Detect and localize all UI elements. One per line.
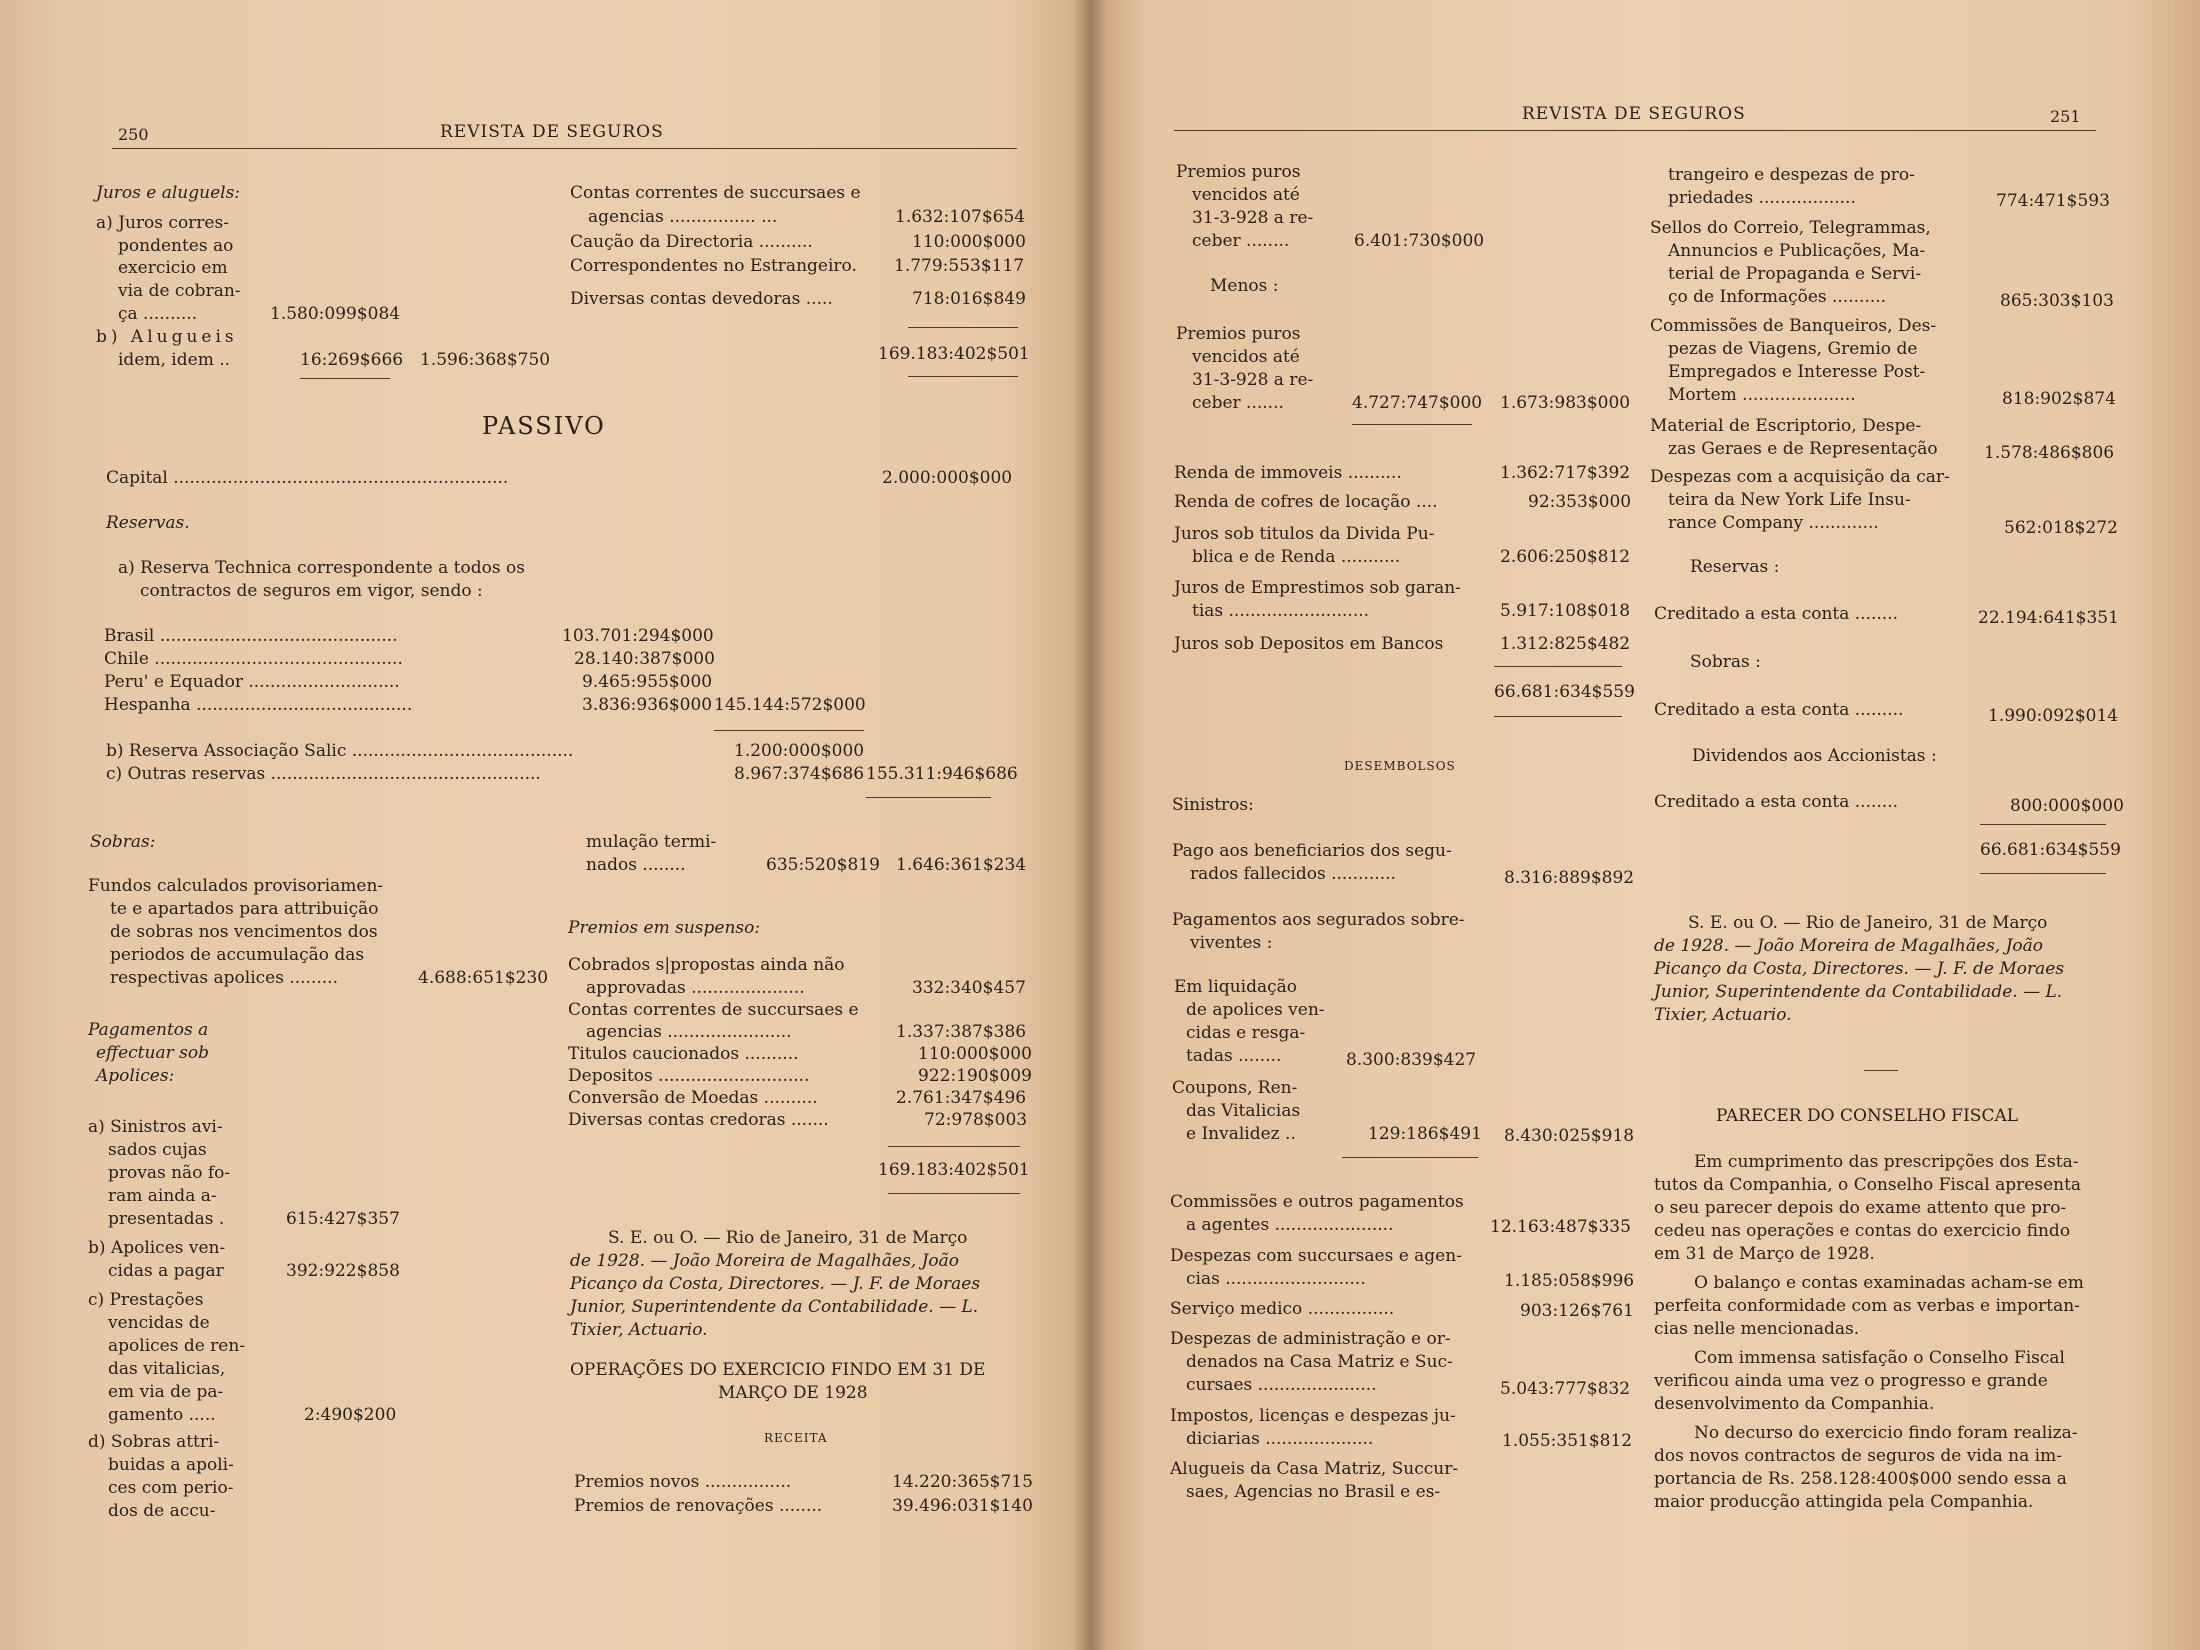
text-line: Correspondentes no Estrangeiro. — [570, 256, 857, 276]
amount: 9.465:955$000 — [582, 672, 713, 692]
text-line: Renda de cofres de locação .... — [1174, 492, 1438, 512]
text-line: Creditado a esta conta ........ — [1654, 792, 1899, 812]
header-rule — [1174, 130, 2096, 131]
section-title: Pagamentos a — [88, 1020, 209, 1040]
text-line: Commissões de Banqueiros, Des- — [1650, 316, 1937, 336]
text-line: de apolices ven- — [1186, 1000, 1325, 1020]
text-line: c) Outras reservas .................................................. — [106, 764, 541, 784]
text-line: gamento ..... — [108, 1405, 216, 1425]
left-page — [0, 0, 1090, 1650]
amount: 110:000$000 — [912, 232, 1026, 252]
amount: 1.596:368$750 — [420, 350, 551, 370]
rule — [1494, 716, 1622, 717]
section-heading: MARÇO DE 1928 — [718, 1383, 868, 1403]
amount: 774:471$593 — [1996, 191, 2110, 211]
text-line: saes, Agencias no Brasil e es- — [1186, 1482, 1441, 1502]
text-line: idem, idem .. — [118, 350, 231, 370]
text-line: respectivas apolices ......... — [110, 968, 338, 988]
text-line: das Vitalicias — [1186, 1101, 1301, 1121]
amount: 1.779:553$117 — [894, 256, 1025, 276]
signature-line: Picanço da Costa, Directores. — J. F. de Moraes — [1654, 959, 2065, 979]
amount: 800:000$000 — [2010, 796, 2124, 816]
paragraph-line: tutos da Companhia, o Conselho Fiscal apresenta — [1654, 1175, 2082, 1195]
text-line: terial de Propaganda e Servi- — [1668, 264, 1922, 284]
total-amount: 169.183:402$501 — [878, 344, 1030, 364]
amount: 12.163:487$335 — [1490, 1217, 1631, 1237]
subheading: RECEITA — [764, 1431, 828, 1445]
rule — [888, 1193, 1020, 1194]
paragraph-line: perfeita conformidade com as verbas e importan- — [1654, 1296, 2080, 1316]
amount: 1.632:107$654 — [895, 207, 1026, 227]
amount: 22.194:641$351 — [1978, 608, 2119, 628]
text-line: blica e de Renda ........... — [1192, 547, 1401, 567]
text-line: Despezas com succursaes e agen- — [1170, 1246, 1462, 1266]
amount: 5.043:777$832 — [1500, 1379, 1631, 1399]
rule — [1980, 873, 2106, 874]
total-amount: 66.681:634$559 — [1980, 840, 2121, 860]
text-line: b) Alugueis — [96, 327, 238, 347]
text-line: Alugueis da Casa Matriz, Succur- — [1170, 1459, 1459, 1479]
text-line: te e apartados para attribuição — [110, 899, 379, 919]
text-line: Coupons, Ren- — [1172, 1078, 1298, 1098]
section-title: Juros e aluguels: — [96, 183, 241, 203]
amount: 6.401:730$000 — [1354, 231, 1485, 251]
running-header: REVISTA DE SEGUROS — [440, 122, 664, 142]
text-line: tias .......................... — [1192, 601, 1370, 621]
text-line: Diversas contas devedoras ..... — [570, 289, 833, 309]
text-line: denados na Casa Matriz e Suc- — [1186, 1352, 1453, 1372]
amount: 2.000:000$000 — [882, 468, 1013, 488]
text-line: Hespanha ........................................ — [104, 695, 413, 715]
text-line: Juros de Emprestimos sob garan- — [1174, 578, 1461, 598]
text-line: Mortem ..................... — [1668, 385, 1856, 405]
text-line: rance Company ............. — [1668, 513, 1879, 533]
section-title: Apolices: — [96, 1066, 175, 1086]
signature-line: de 1928. — João Moreira de Magalhães, João — [1654, 936, 2044, 956]
text-line: buidas a apoli- — [108, 1455, 234, 1475]
text-line: Premios novos ................ — [574, 1472, 792, 1492]
section-title: Premios em suspenso: — [568, 918, 761, 938]
rule — [888, 1146, 1020, 1147]
text-line: Annuncios e Publicações, Ma- — [1668, 241, 1926, 261]
paragraph-line: No decurso do exercicio findo foram realiza- — [1694, 1423, 2078, 1443]
amount: 39.496:031$140 — [892, 1496, 1033, 1516]
text-line: Brasil ............................................ — [104, 626, 398, 646]
signature-line: S. E. ou O. — Rio de Janeiro, 31 de Março — [608, 1228, 968, 1248]
amount: 1.580:099$084 — [270, 304, 401, 324]
text-line: em via de pa- — [108, 1382, 224, 1402]
text-line: approvadas ..................... — [586, 978, 805, 998]
section-title: Sinistros: — [1172, 795, 1254, 815]
header-rule — [112, 148, 1017, 149]
rule — [714, 730, 864, 731]
text-line: Premios puros — [1176, 324, 1301, 344]
text-line: Em liquidação — [1174, 977, 1297, 997]
total-amount: 66.681:634$559 — [1494, 682, 1635, 702]
page-number: 250 — [118, 125, 149, 144]
text-line: a) Sinistros avi- — [88, 1117, 223, 1137]
paragraph-line: maior producção attingida pela Companhia. — [1654, 1492, 2034, 1512]
text-line: Menos : — [1210, 276, 1279, 296]
text-line: agencias ....................... — [586, 1022, 792, 1042]
text-line: Renda de immoveis .......... — [1174, 463, 1402, 483]
amount: 1.578:486$806 — [1984, 443, 2115, 463]
text-line: cidas a pagar — [108, 1261, 224, 1281]
page-number: 251 — [2050, 107, 2081, 126]
text-line: Chile .............................................. — [104, 649, 403, 669]
rule — [908, 376, 1018, 377]
signature-line: S. E. ou O. — Rio de Janeiro, 31 de Março — [1688, 913, 2048, 933]
running-header: REVISTA DE SEGUROS — [1522, 104, 1746, 124]
text-line: sados cujas — [108, 1140, 207, 1160]
section-title: Sobras: — [90, 832, 156, 852]
paragraph-line: portancia de Rs. 258.128:400$000 sendo essa a — [1654, 1469, 2067, 1489]
rule — [300, 378, 390, 379]
section-heading: PARECER DO CONSELHO FISCAL — [1716, 1106, 2019, 1126]
amount: 8.967:374$686 — [734, 764, 865, 784]
book-gutter — [1072, 0, 1108, 1650]
text-line: Caução da Directoria .......... — [570, 232, 813, 252]
paragraph-line: cias nelle mencionadas. — [1654, 1319, 1860, 1339]
text-line: pondentes ao — [118, 236, 234, 256]
signature-line: de 1928. — João Moreira de Magalhães, João — [570, 1251, 960, 1271]
amount: 903:126$761 — [1520, 1301, 1634, 1321]
text-line: 31-3-928 a re- — [1192, 370, 1314, 390]
text-line: Serviço medico ................ — [1170, 1299, 1395, 1319]
amount: 1.337:387$386 — [896, 1022, 1027, 1042]
text-line: Cobrados s|propostas ainda não — [568, 955, 845, 975]
text-line: via de cobran- — [118, 281, 241, 301]
text-line: b) Apolices ven- — [88, 1238, 226, 1258]
text-line: Juros sob titulos da Divida Pu- — [1174, 524, 1435, 544]
text-line: Creditado a esta conta ........ — [1654, 604, 1899, 624]
text-line: ces com perio- — [108, 1478, 234, 1498]
text-line: vencidos até — [1192, 185, 1300, 205]
amount: 8.316:889$892 — [1504, 868, 1635, 888]
paragraph-line: cedeu nas operações e contas do exercicio findo — [1654, 1221, 2071, 1241]
rule — [1494, 666, 1622, 667]
text-line: Despezas com a acquisição da car- — [1650, 467, 1950, 487]
amount: 155.311:946$686 — [866, 764, 1018, 784]
text-line: tadas ........ — [1186, 1046, 1282, 1066]
amount: 562:018$272 — [2004, 518, 2118, 538]
amount: 3.836:936$000 — [582, 695, 713, 715]
amount: 332:340$457 — [912, 978, 1026, 998]
section-title: Reservas. — [106, 513, 190, 533]
paragraph-line: verificou ainda uma vez o progresso e grande — [1654, 1371, 2048, 1391]
text-line: rados fallecidos ............ — [1190, 864, 1396, 884]
text-line: ram ainda a- — [108, 1186, 217, 1206]
text-line: Premios puros — [1176, 162, 1301, 182]
text-line: Commissões e outros pagamentos — [1170, 1192, 1464, 1212]
paragraph-line: em 31 de Março de 1928. — [1654, 1244, 1875, 1264]
text-line: Titulos caucionados .......... — [568, 1044, 799, 1064]
rule — [1352, 424, 1472, 425]
amount: 1.362:717$392 — [1500, 463, 1631, 483]
total-amount: 169.183:402$501 — [878, 1160, 1030, 1180]
amount: 4.688:651$230 — [418, 968, 549, 988]
signature-line: Picanço da Costa, Directores. — J. F. de Moraes — [570, 1274, 981, 1294]
paragraph-line: desenvolvimento da Companhia. — [1654, 1394, 1935, 1414]
text-line: zas Geraes e de Representação — [1668, 439, 1938, 459]
amount: 392:922$858 — [286, 1261, 400, 1281]
paragraph-line: dos novos contractos de seguros de vida na im- — [1654, 1446, 2062, 1466]
text-line: Premios de renovações ........ — [574, 1496, 823, 1516]
text-line: presentadas . — [108, 1209, 225, 1229]
text-line: periodos de accumulação das — [110, 945, 365, 965]
text-line: ço de Informações .......... — [1668, 287, 1887, 307]
text-line: ceber ....... — [1192, 393, 1284, 413]
text-line: d) Sobras attri- — [88, 1432, 220, 1452]
text-line: a) Juros corres- — [96, 213, 229, 233]
subheading: DESEMBOLSOS — [1344, 759, 1456, 773]
text-line: de sobras nos vencimentos dos — [110, 922, 378, 942]
text-line: trangeiro e despezas de pro- — [1668, 165, 1915, 185]
section-title: effectuar sob — [96, 1043, 209, 1063]
section-title: Dividendos aos Accionistas : — [1692, 746, 1937, 766]
rule — [1342, 1157, 1478, 1158]
amount: 635:520$819 — [766, 855, 880, 875]
rule — [1980, 824, 2106, 825]
text-line: Impostos, licenças e despezas ju- — [1170, 1406, 1456, 1426]
amount: 110:000$000 — [918, 1044, 1032, 1064]
amount: 1.673:983$000 — [1500, 393, 1631, 413]
amount: 103.701:294$000 — [562, 626, 714, 646]
paragraph-line: Com immensa satisfação o Conselho Fiscal — [1694, 1348, 2065, 1368]
amount: 1.312:825$482 — [1500, 634, 1631, 654]
text-line: Depositos ............................ — [568, 1066, 810, 1086]
section-title: Reservas : — [1690, 557, 1780, 577]
amount: 2:490$200 — [304, 1405, 397, 1425]
text-line: Despezas de administração e or- — [1170, 1329, 1451, 1349]
text-line: das vitalicias, — [108, 1359, 226, 1379]
text-line: apolices de ren- — [108, 1336, 246, 1356]
amount: 2.606:250$812 — [1500, 547, 1631, 567]
section-title: Sobras : — [1690, 652, 1761, 672]
amount: 865:303$103 — [2000, 291, 2114, 311]
rule — [908, 327, 1018, 328]
text-line: Juros sob Depositos em Bancos — [1174, 634, 1444, 654]
text-line: c) Prestações — [88, 1290, 204, 1310]
amount: 1.200:000$000 — [734, 741, 865, 761]
text-line: contractos de seguros em vigor, sendo : — [140, 581, 483, 601]
amount: 1.646:361$234 — [896, 855, 1027, 875]
text-line: Empregados e Interesse Post- — [1668, 362, 1926, 382]
amount: 5.917:108$018 — [1500, 601, 1631, 621]
text-line: Material de Escriptorio, Despe- — [1650, 416, 1922, 436]
signature-line: Tixier, Actuario. — [570, 1320, 708, 1340]
text-line: Contas correntes de succursaes e — [568, 1000, 859, 1020]
text-line: a agentes ...................... — [1186, 1215, 1394, 1235]
text-line: ça .......... — [118, 304, 198, 324]
signature-line: Junior, Superintendente da Contabilidade. — L. — [1654, 982, 2063, 1002]
amount: 72:978$003 — [924, 1110, 1028, 1130]
amount: 16:269$666 — [300, 350, 404, 370]
text-line: vencidas de — [108, 1313, 210, 1333]
text-line: Capital .............................................................. — [106, 468, 509, 488]
text-line: a) Reserva Technica correspondente a todos os — [118, 558, 525, 578]
text-line: priedades .................. — [1668, 188, 1856, 208]
amount: 4.727:747$000 — [1352, 393, 1483, 413]
paragraph-line: Em cumprimento das prescripções dos Esta- — [1694, 1152, 2079, 1172]
text-line: mulação termi- — [586, 832, 717, 852]
paragraph-line: O balanço e contas examinadas acham-se em — [1694, 1273, 2084, 1293]
text-line: pezas de Viagens, Gremio de — [1668, 339, 1918, 359]
amount: 922:190$009 — [918, 1066, 1032, 1086]
text-line: Pago aos beneficiarios dos segu- — [1172, 841, 1452, 861]
section-heading: PASSIVO — [482, 412, 606, 440]
text-line: e Invalidez .. — [1186, 1124, 1296, 1144]
amount: 1.185:058$996 — [1504, 1271, 1635, 1291]
amount: 8.300:839$427 — [1346, 1050, 1477, 1070]
text-line: Contas correntes de succursaes e — [570, 183, 861, 203]
amount: 8.430:025$918 — [1504, 1126, 1635, 1146]
text-line: 31-3-928 a re- — [1192, 208, 1314, 228]
text-line: Diversas contas credoras ....... — [568, 1110, 829, 1130]
text-line: teira da New York Life Insu- — [1668, 490, 1911, 510]
amount: 145.144:572$000 — [714, 695, 866, 715]
text-line: Pagamentos aos segurados sobre- — [1172, 910, 1465, 930]
amount: 615:427$357 — [286, 1209, 400, 1229]
text-line: Conversão de Moedas .......... — [568, 1088, 818, 1108]
amount: 129:186$491 — [1368, 1124, 1482, 1144]
text-line: cias .......................... — [1186, 1269, 1366, 1289]
text-line: diciarias .................... — [1186, 1429, 1374, 1449]
paragraph-line: o seu parecer depois do exame attento que pro- — [1654, 1198, 2067, 1218]
right-page — [1090, 0, 2200, 1650]
amount: 1.990:092$014 — [1988, 706, 2119, 726]
text-line: Peru' e Equador ............................ — [104, 672, 400, 692]
text-line: provas não fo- — [108, 1163, 231, 1183]
rule — [1864, 1070, 1898, 1071]
section-heading: OPERAÇÕES DO EXERCICIO FINDO EM 31 DE — [570, 1360, 986, 1380]
amount: 92:353$000 — [1528, 492, 1632, 512]
amount: 818:902$874 — [2002, 389, 2116, 409]
text-line: Creditado a esta conta ......... — [1654, 700, 1904, 720]
text-line: agencias ................ ... — [588, 207, 778, 227]
text-line: exercicio em — [118, 258, 228, 278]
text-line: cursaes ...................... — [1186, 1375, 1377, 1395]
amount: 14.220:365$715 — [892, 1472, 1033, 1492]
text-line: b) Reserva Associação Salic ......................................... — [106, 741, 574, 761]
text-line: ceber ........ — [1192, 231, 1290, 251]
text-line: vencidos até — [1192, 347, 1300, 367]
signature-line: Tixier, Actuario. — [1654, 1005, 1792, 1025]
amount: 28.140:387$000 — [574, 649, 715, 669]
rule — [866, 797, 991, 798]
text-line: nados ........ — [586, 855, 686, 875]
text-line: viventes : — [1190, 933, 1273, 953]
text-line: cidas e resga- — [1186, 1023, 1306, 1043]
amount: 2.761:347$496 — [896, 1088, 1027, 1108]
amount: 1.055:351$812 — [1502, 1431, 1633, 1451]
text-line: Sellos do Correio, Telegrammas, — [1650, 218, 1931, 238]
signature-line: Junior, Superintendente da Contabilidade. — L. — [570, 1297, 979, 1317]
text-line: Fundos calculados provisoriamen- — [88, 876, 384, 896]
amount: 718:016$849 — [912, 289, 1026, 309]
text-line: dos de accu- — [108, 1501, 216, 1521]
